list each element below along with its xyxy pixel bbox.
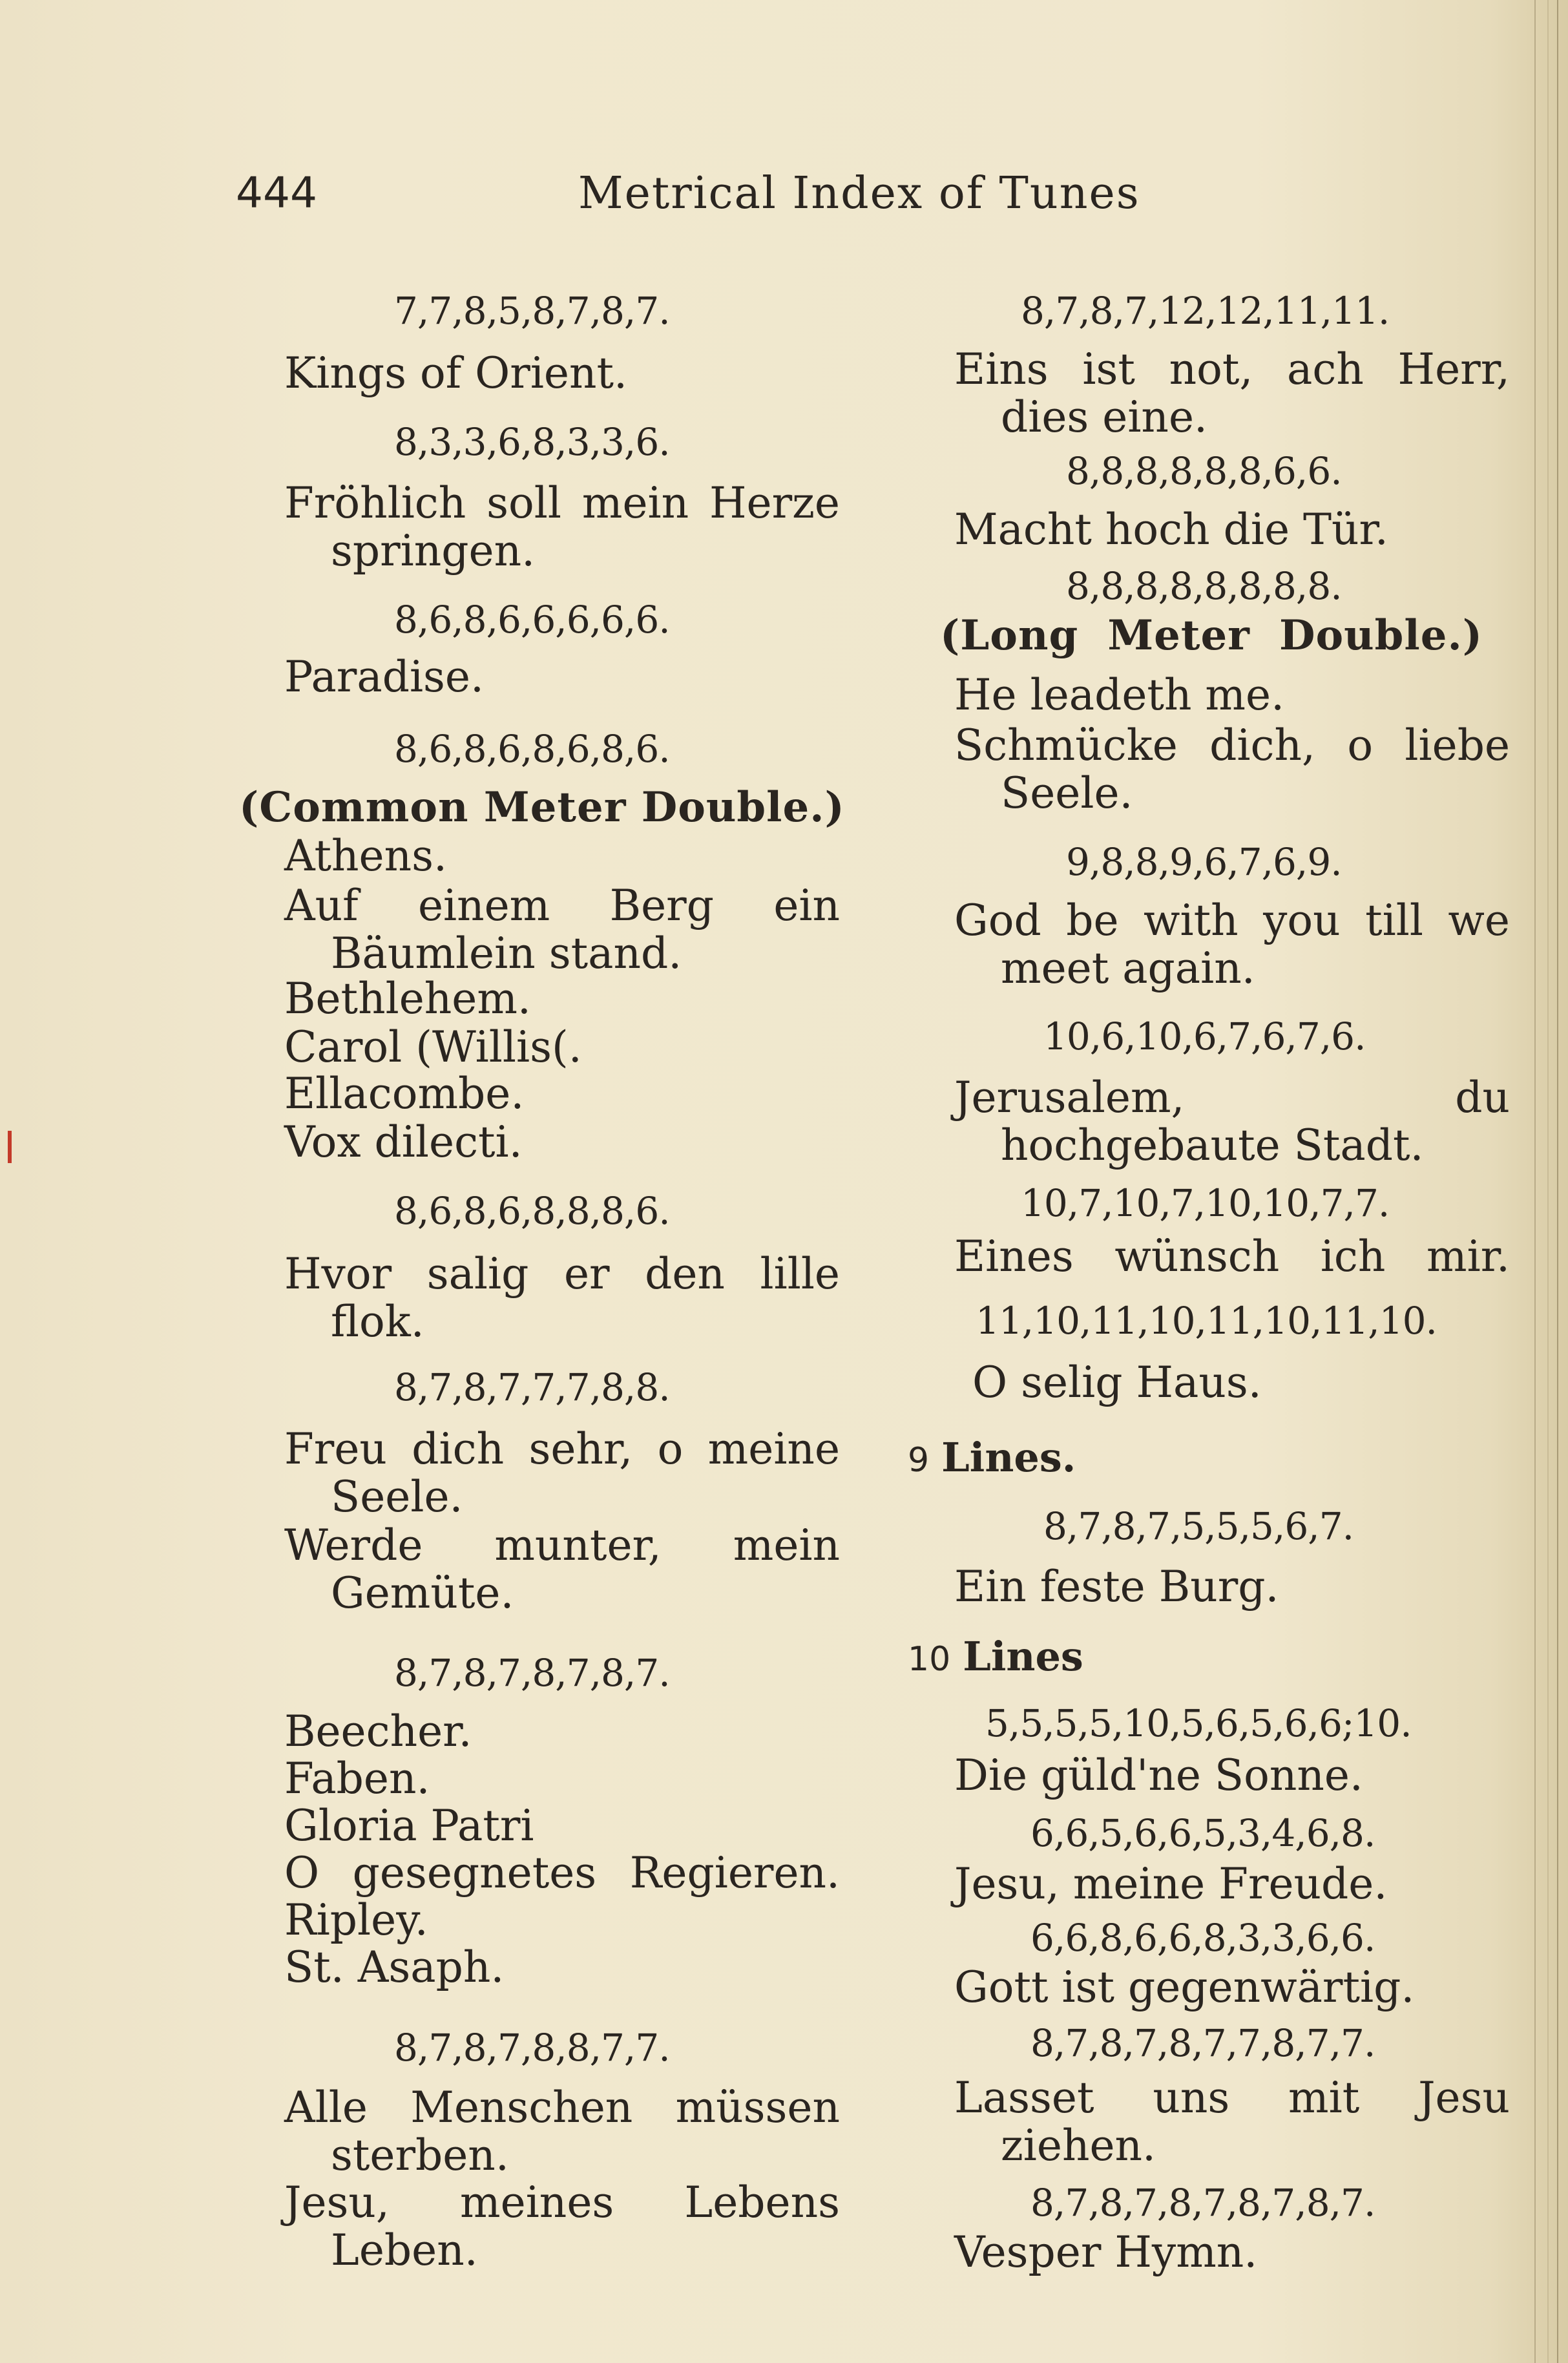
meter-line: 10,7,10,7,10,10,7,7. [1021,1181,1390,1225]
tune-name: Faben. [284,1754,430,1803]
tune-name: Hvor salig er den lille flok. [284,1249,840,1347]
tune-name: Kings of Orient. [284,348,627,398]
tune-name: Jerusalem, du hochgebaute Stadt. [954,1073,1510,1170]
tune-name: Gloria Patri [284,1801,534,1851]
running-head: Metrical Index of Tunes [578,168,1140,219]
meter-line: 8,6,8,6,8,8,8,6. [394,1189,670,1233]
meter-line: 9,8,8,9,6,7,6,9. [1066,840,1342,884]
page-header [236,168,1463,233]
meter-line: 8,6,8,6,8,6,8,6. [394,727,670,771]
meter-line: 11,10,11,10,11,10,11,10. [976,1299,1437,1343]
meter-line: 10,6,10,6,7,6,7,6. [1043,1014,1366,1058]
tune-name: Vox dilecti. [284,1117,523,1167]
meter-line: 8,7,8,7,5,5,5,6,7. [1043,1504,1354,1548]
tune-name: Ein feste Burg. [954,1562,1279,1612]
tune-name: Carol (Willis(. [284,1022,582,1072]
tune-name: Schmücke dich, o liebe Seele. [954,720,1510,818]
section-label-text: Lines [963,1633,1083,1680]
tune-name: Jesu, meine Freude. [954,1859,1388,1909]
meter-line: 8,6,8,6,6,6,6,6. [394,598,670,642]
tune-name: Lasset uns mit Jesu ziehen. [954,2073,1510,2170]
tune-name: Eins ist not, ach Herr, dies eine. [954,344,1510,442]
tune-name: Bethlehem. [284,974,531,1024]
meter-line: 8,7,8,7,12,12,11,11. [1021,289,1390,333]
tune-name: Athens. [284,831,447,881]
tune-name: Vesper Hymn. [954,2227,1258,2277]
meter-line: 8,7,8,7,7,7,8,8. [394,1365,670,1409]
meter-line: 6,6,5,6,6,5,3,4,6,8. [1030,1811,1375,1855]
meter-line: 8,7,8,7,8,8,7,7. [394,2026,670,2070]
tune-name: Macht hoch die Tür. [954,505,1388,554]
tune-name: St. Asaph. [284,1942,505,1992]
meter-line: 6,6,8,6,6,8,3,3,6,6. [1030,1916,1375,1960]
section-label [908,1434,1076,1481]
tune-name: Eines wünsch ich mir. [954,1232,1510,1281]
tune-name: Paradise. [284,652,484,702]
margin-mark [8,1131,12,1163]
section-label [908,1633,1083,1680]
meter-line: 8,7,8,7,8,7,8,7. [394,1651,670,1695]
meter-line: 8,7,8,7,8,7,7,8,7,7. [1030,2021,1375,2065]
tune-name: Auf einem Berg ein Bäumlein stand. [284,881,840,978]
page-edge [1534,0,1536,2363]
meter-line: 7,7,8,5,8,7,8,7. [394,289,670,333]
meter-line: 8,3,3,6,8,3,3,6. [394,420,670,464]
tune-name: Fröhlich soll mein Herze springen. [284,478,840,576]
tune-name: O gesegnetes Regieren. [284,1848,840,1898]
meter-line: 5,5,5,5,10,5,6,5,6,6;10. [985,1701,1412,1745]
meter-line: 8,8,8,8,8,8,8,8. [1066,564,1342,608]
tune-name: He leadeth me. [954,670,1285,720]
section-heading: (Long Meter Double.) [940,611,1483,660]
tune-name: Alle Menschen müssen sterben. [284,2083,840,2180]
tune-name: God be with you till we meet again. [954,896,1510,993]
meter-line: 8,7,8,7,8,7,8,7,8,7. [1030,2181,1375,2225]
tune-name: Beecher. [284,1707,472,1756]
page-edge [1557,0,1558,2363]
tune-name: Jesu, meines Lebens Leben. [284,2178,840,2275]
meter-line: 8,8,8,8,8,8,6,6. [1066,449,1342,493]
tune-name: Die güld'ne Sonne. [954,1750,1363,1800]
tune-name: Ellacombe. [284,1069,525,1118]
tune-name: Freu dich sehr, o meine Seele. [284,1424,840,1522]
section-heading: (Common Meter Double.) [239,783,845,832]
tune-name: Gott ist gegenwärtig. [954,1962,1415,2012]
section-number: 9 [908,1441,930,1480]
section-number: 10 [908,1640,951,1679]
tune-name: Ripley. [284,1895,428,1945]
tune-name: Werde munter, mein Gemüte. [284,1520,840,1618]
page-edge [1547,0,1549,2363]
tune-name: O selig Haus. [972,1358,1262,1407]
page-number: 444 [236,168,317,218]
section-label-text: Lines. [941,1434,1076,1481]
